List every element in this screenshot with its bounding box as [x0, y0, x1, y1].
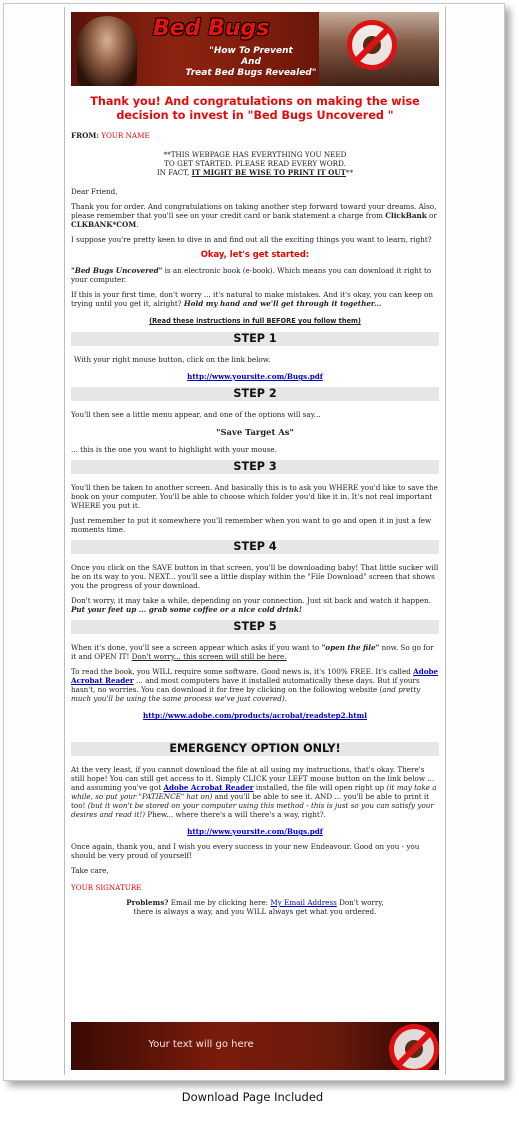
- ebook-text: is an electronic book (e-book). Which means you can download it right to your computer.: [71, 266, 432, 284]
- notice-print: IT MIGHT BE WISE TO PRINT IT OUT: [191, 168, 346, 177]
- adobe-download-link[interactable]: http://www.adobe.com/products/acrobat/readstep2.html: [143, 711, 367, 720]
- banner-subtitle: [161, 46, 341, 79]
- step-3-heading: STEP 3: [71, 460, 439, 474]
- ebook-title: "Bed Bugs Uncovered": [71, 266, 163, 275]
- from-line: [71, 131, 439, 140]
- no-bugs-icon: [389, 1024, 439, 1070]
- step-1-heading: STEP 1: [71, 332, 439, 346]
- banner-subtitle-line: "How To Prevent: [209, 46, 293, 56]
- dont-worry-text: Don't worry... this screen will still be here.: [131, 652, 287, 661]
- step-2-text: You'll then see a little menu appear, and one of the options will say...: [71, 410, 321, 419]
- from-name: YOUR NAME: [101, 131, 150, 140]
- download-page: [64, 7, 446, 1075]
- step-5-text-1: [71, 643, 439, 661]
- step-2-after: ... this is the one you want to highlight with your mouse.: [71, 445, 277, 454]
- step-4-wait-text: Don't worry, it may take a while, depending on your connection. Just sit back and watch it happen.: [71, 596, 431, 605]
- from-label: FROM:: [71, 131, 99, 140]
- same-process-text: and pretty much you'll be using the same process we've just covered).: [71, 685, 421, 703]
- emergency-text: [71, 765, 439, 819]
- problems-text: Email me by clicking here:: [168, 898, 271, 907]
- problems-text-post: Don't worry,: [336, 898, 384, 907]
- step-1-text: With your right mouse button, click on the link below.: [74, 355, 271, 364]
- emergency-text-2: installed, the file will open right up: [253, 783, 387, 792]
- first-time-text: If this is your first time, don't worry ... it's natural to make mistakes. And it's okay, you can keep on trying until you get it, alright?: [71, 290, 433, 308]
- intro-text: Thank you for order. And congratulations on taking another step forward toward your dreams. Also, please remember that you'll see on your credit card or bank statement a charge from: [71, 202, 437, 220]
- take-care: Take care,: [71, 866, 109, 875]
- notice-post: **: [345, 168, 354, 177]
- lets-get-started: Okay, let's get started:: [200, 249, 310, 259]
- signature: YOUR SIGNATURE: [71, 883, 142, 892]
- download-link[interactable]: http://www.yoursite.com/Bugs.pdf: [187, 372, 323, 381]
- emergency-text-3: and you'll be able to see it. AND ... you'll be able to print it too!: [71, 792, 430, 810]
- emergency-text-1: At the very least, if you cannot download the file at all using my instructions, that's okay. There's still hope! You can still get access to it. Simply CLICK your LEFT mouse button on the link below ... and assuming you've got: [71, 765, 435, 792]
- emergency-heading: EMERGENCY OPTION ONLY!: [71, 742, 439, 756]
- step-4-heading: STEP 4: [71, 540, 439, 554]
- problems-label: Problems?: [126, 898, 169, 907]
- greeting: Dear Friend,: [71, 187, 118, 196]
- step-3-text-2: Just remember to put it somewhere you'll remember when you want to go and open it in just a few moments time.: [71, 516, 432, 534]
- step-2-heading: STEP 2: [71, 387, 439, 401]
- intro-or: or: [426, 211, 437, 220]
- first-time-paragraph: [71, 290, 439, 308]
- problems-line-2: there is always a way, and you WILL always get what you ordered.: [133, 907, 377, 916]
- emergency-download-link[interactable]: http://www.yoursite.com/Bugs.pdf: [187, 827, 323, 836]
- read-instructions-note: (Read these instructions in full BEFORE you follow them): [149, 317, 361, 325]
- step-5-text: When it's done, you'll see a screen appear which asks if you want to: [71, 643, 322, 652]
- notice-pre: IN FACT,: [156, 168, 190, 177]
- adobe-reader-link[interactable]: Adobe Acrobat Reader: [71, 667, 439, 685]
- footer-banner: [71, 1022, 439, 1070]
- step-4-text-1: Once you click on the SAVE button in that screen, you'll be downloading baby! That little sucker will be on its way to you. NEXT... you'll see a little display within the "File Download" screen that shows you the progress of your download.: [71, 563, 439, 590]
- keen-paragraph: I suppose you're pretty keen to dive in and find out all the exciting things you want to learn, right?: [71, 235, 432, 244]
- software-text-mid: ... and most computers have it installed automatically these days. But if yours hasn't, no worries. You can download it for free by clicking on the following website (: [71, 676, 420, 694]
- software-text: To read the book, you WILL require some software. Good news is, it's 100% FREE. It's called: [71, 667, 414, 676]
- notice-line: [71, 168, 439, 177]
- notice-line: **THIS WEBPAGE HAS EVERYTHING YOU NEED: [163, 150, 347, 159]
- hold-hand-text: Hold my hand and we'll get through it together...: [183, 299, 382, 308]
- notice-line: TO GET STARTED. PLEASE READ EVERY WORD.: [164, 159, 346, 168]
- ebook-paragraph: [71, 266, 439, 284]
- step-5-open: now. So go for it and OPEN IT!: [71, 643, 434, 661]
- brand-clickbank: ClickBank: [385, 211, 427, 220]
- main-content: [71, 95, 439, 922]
- step-4-text-2: [71, 596, 439, 614]
- save-target-as: "Save Target As": [216, 427, 294, 437]
- patience-text: (it may take a while, so put your "PATIENCE" hat on): [71, 783, 437, 801]
- caption: Download Page Included: [181, 1090, 324, 1104]
- email-link[interactable]: My Email Address: [270, 898, 337, 907]
- emergency-adobe-link[interactable]: Adobe Acrobat Reader: [163, 783, 254, 792]
- step-3-text-1: You'll then be taken to another screen. And basically this is to ask you WHERE you'd like to save the book on your computer. You'll be able to choose which folder you'd like it in. It's not real important WHERE you put it.: [71, 483, 438, 510]
- notice-block: [71, 150, 439, 177]
- not-stored-text: (but it won't be stored on your computer using this method - this is just so you can satisfy your desires and read it!): [71, 801, 434, 819]
- problems-block: [71, 898, 439, 916]
- man-image: [77, 16, 137, 86]
- banner-subtitle-line: Treat Bed Bugs Revealed": [185, 68, 317, 78]
- feet-up-text: Put your feet up ... grab some coffee or a nice cold drink!: [71, 605, 303, 614]
- footer-text: Your text will go here: [148, 1039, 254, 1050]
- intro-end: .: [136, 220, 139, 229]
- banner-subtitle-line: And: [241, 57, 261, 67]
- step-5-heading: STEP 5: [71, 620, 439, 634]
- intro-paragraph: [71, 202, 439, 229]
- open-the-file: "open the file": [321, 643, 380, 652]
- emergency-text-4: Phew... where there's a will there's a way, right?.: [145, 810, 326, 819]
- header-banner: [71, 12, 439, 86]
- closing-paragraph: Once again, thank you, and I wish you every success in your new Endeavour. Good on you - you should be very proud of yourself!: [71, 842, 420, 860]
- page-frame: [3, 3, 505, 1081]
- step-5-text-2: [71, 667, 439, 703]
- no-bugs-icon: [347, 20, 397, 70]
- banner-title: Bed Bugs: [153, 16, 270, 41]
- brand-clkbank: CLKBANK*COM: [71, 220, 137, 229]
- page-headline: Thank you! And congratulations on making the wise decision to invest in "Bed Bugs Uncovered ": [90, 95, 420, 122]
